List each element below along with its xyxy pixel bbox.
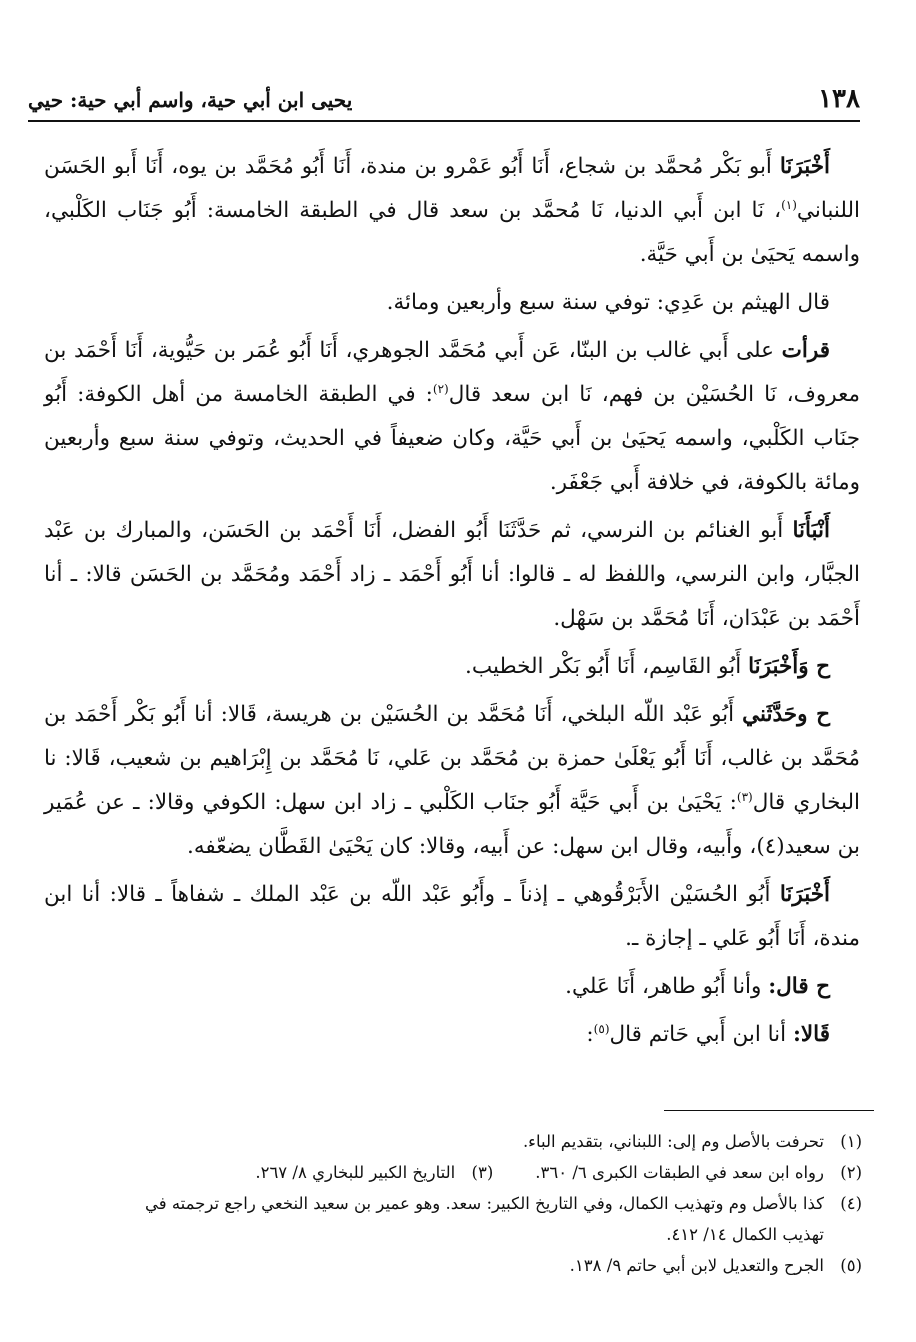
paragraph-text: أنا ابن أَبي حَاتم قال bbox=[609, 1022, 793, 1047]
footnote-4 bbox=[42, 1188, 862, 1219]
paragraph-lead: أَخْبَرَنَا bbox=[779, 882, 830, 907]
paragraph-text: أَبو بَكْر مُحمَّد بن شجاع، أَنَا أَبُو عَمْرو بن مندة، أَنَا أَبُو مُحَمَّد بن يوه، أَنَا أَبو الحَسَن اللنباني bbox=[44, 154, 860, 223]
paragraph-8 bbox=[44, 965, 860, 1009]
paragraph-text-cont: : bbox=[586, 1022, 594, 1047]
paragraph-text: أَبُو عَبْد اللّه البلخي، أَنَا مُحَمَّد بن الحُسَيْن بن هريسة، قَالا: أنا أَبُو بَكْر أَحْمَد بن مُحَمَّد بن غالب، أَنَا أَبُو يَعْلَىٰ حمزة بن مُحَمَّد بن عَلي، نَا مُحَمَّد بن إِبْرَاهيم بن شعيب، قَالا: نا البخاري قال bbox=[44, 702, 860, 815]
paragraph-lead: قرأت bbox=[781, 338, 830, 363]
main-text bbox=[44, 145, 860, 1061]
footnote-text: كذا بالأصل وم وتهذيب الكمال، وفي التاريخ الكبير: سعد. وهو عمير بن سعيد النخعي راجع ترجمته في bbox=[144, 1194, 824, 1213]
paragraph-lead: قَالا: bbox=[792, 1022, 830, 1047]
paragraph-text: على أَبي غالب بن البنّا، عَن أَبي مُحَمَّد الجوهري، أَنَا أَبُو عُمَر بن حَيُّوية، أَنَا أَحْمَد بن معروف، نَا الحُسَيْن بن فهم، نَا ابن سعد قال bbox=[44, 338, 860, 407]
page-number: ١٣٨ bbox=[818, 84, 860, 114]
paragraph-text: أَبو الغنائم بن النرسي، ثم حَدَّثَنَا أَبُو الفضل، أَنَا أَحْمَد بن الحَسَن، والمبارك بن عَبْد الجبَّار، وابن النرسي، واللفظ له ـ قالوا: أنا أَبُو أَحْمَد ـ زاد أَحْمَد ومُحَمَّد بن الحَسَن قالا: ـ أنا أَحْمَد بن عَبْدَان، أَنَا مُحَمَّد بن سَهْل. bbox=[44, 518, 860, 631]
footnote-text: الجرح والتعديل لابن أبي حاتم ٩/ ١٣٨. bbox=[569, 1256, 824, 1275]
paragraph-7 bbox=[44, 873, 860, 961]
paragraph-text: قال الهيثم بن عَدِي: توفي سنة سبع وأربعين ومائة. bbox=[386, 290, 830, 315]
paragraph-lead: ح وَأَخْبَرَنَا bbox=[748, 654, 830, 679]
paragraph-text-cont: : في الطبقة الخامسة من أهل الكوفة: أَبُو جنَاب الكَلْبي، واسمه يَحيَىٰ بن أَبي حَيَّة، وكان ضعيفاً في الحديث، وتوفي سنة سبع وأربعين ومائة بالكوفة، في خلافة أَبي جَعْفَر. bbox=[44, 382, 860, 495]
footnote-number: (١) bbox=[840, 1132, 862, 1151]
paragraph-lead: أَنْبَأَنَا bbox=[792, 518, 830, 543]
footnote-text: رواه ابن سعد في الطبقات الكبرى ٦/ ٣٦٠. bbox=[535, 1163, 824, 1182]
paragraph-text: أَبُو الحُسَيْن الأَبَرْقُوهي ـ إذناً ـ وأَبُو عَبْد اللّه بن عَبْد الملك ـ شفاهاً ـ قالا: أنا ابن مندة، أَنَا أَبُو عَلي ـ إجازة ـ. bbox=[44, 882, 860, 951]
footnote-text: تحرفت بالأصل وم إلى: اللبناني، بتقديم الباء. bbox=[522, 1132, 824, 1151]
page-header bbox=[28, 78, 860, 122]
paragraph-6 bbox=[44, 693, 860, 869]
paragraph-lead: أَخْبَرَنَا bbox=[779, 154, 830, 179]
footnotes bbox=[42, 1126, 862, 1281]
footnote-number: (٢) bbox=[840, 1163, 862, 1182]
footnote-number: (٥) bbox=[840, 1256, 862, 1275]
footnote-2-3 bbox=[42, 1157, 862, 1188]
paragraph-4 bbox=[44, 509, 860, 641]
paragraph-lead: ح وحَدَّثَني bbox=[742, 702, 830, 727]
footnote-text: التاريخ الكبير للبخاري ٨/ ٢٦٧. bbox=[255, 1163, 456, 1182]
paragraph-text-cont: : يَحْيَىٰ بن أَبي حَيَّة أَبُو جنَاب الكَلْبي ـ زاد ابن سهل: الكوفي وقالا: ـ عن عُمَير بن سعيد(٤)، وأَبيه، وقال ابن سهل: عن أَبيه، وقالا: كان يَحْيَىٰ القَطَّان يضعّفه. bbox=[44, 790, 860, 859]
paragraph-5 bbox=[44, 645, 860, 689]
running-title: يحيى ابن أبي حية، واسم أبي حية: حيي bbox=[28, 88, 353, 112]
paragraph-2 bbox=[44, 281, 860, 325]
footnote-divider bbox=[664, 1110, 874, 1111]
paragraph-text: وأنا أَبُو طاهر، أَنَا عَلي. bbox=[565, 974, 769, 999]
paragraph-3 bbox=[44, 329, 860, 505]
paragraph-1 bbox=[44, 145, 860, 277]
paragraph-lead: ح قال: bbox=[768, 974, 830, 999]
footnote-ref-5[interactable]: (٥) bbox=[593, 1021, 610, 1036]
footnote-text: تهذيب الكمال ١٤/ ٤١٢. bbox=[666, 1225, 824, 1244]
footnote-ref-3[interactable]: (٣) bbox=[736, 789, 753, 804]
paragraph-9 bbox=[44, 1013, 860, 1057]
footnote-number: (٤) bbox=[840, 1194, 862, 1213]
footnote-5 bbox=[42, 1250, 862, 1281]
footnote-ref-1[interactable]: (١) bbox=[781, 197, 797, 212]
footnote-1 bbox=[42, 1126, 862, 1157]
footnote-number: (٣) bbox=[471, 1163, 494, 1182]
footnote-4-continued bbox=[42, 1219, 862, 1250]
paragraph-text-cont: ، نَا ابن أَبي الدنيا، نَا مُحمَّد بن سعد قال في الطبقة الخامسة: أَبُو جَنَاب الكَلْبي، واسمه يَحيَىٰ بن أَبي حَيَّة. bbox=[44, 198, 860, 267]
paragraph-text: أَبُو القَاسِم، أَنَا أَبُو بَكْر الخطيب. bbox=[465, 654, 749, 679]
footnote-ref-2[interactable]: (٢) bbox=[432, 381, 449, 396]
